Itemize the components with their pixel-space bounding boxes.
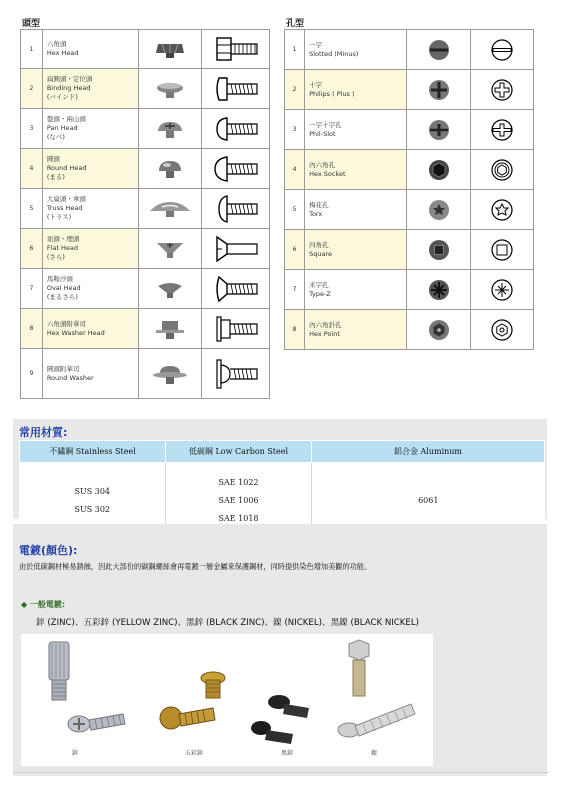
- type-z-drawing-icon: [470, 270, 533, 310]
- head-name: 扁圓頭・定位頭 Binding Head (バインド): [42, 69, 138, 109]
- phil-slot-drawing-icon: [470, 110, 533, 150]
- table-row: [21, 229, 270, 269]
- plating-photo: [21, 634, 433, 766]
- table-cell: SAE 1022 SAE 1006 SAE 1018: [166, 463, 312, 539]
- hole-types-heading: 孔型: [286, 19, 305, 29]
- hole-name: 十字 Philips ( Plus ): [305, 70, 407, 110]
- row-number: 1: [21, 30, 43, 69]
- row-number: 3: [285, 110, 305, 150]
- hole-name: 內六角針孔 Hex Point: [305, 310, 407, 350]
- row-number: 9: [21, 349, 43, 399]
- table-row: [285, 150, 534, 190]
- phillips-icon: [407, 70, 470, 110]
- row-number: 6: [285, 230, 305, 270]
- head-name: 六角頭 Hex Head: [42, 30, 138, 69]
- head-name: 大扁頭・傘頭 Truss Head (トラス): [42, 189, 138, 229]
- hole-name: 四角孔 Square: [305, 230, 407, 270]
- caption-yellow-zinc: 五彩鋅: [185, 750, 204, 757]
- plating-description: 由於低碳鋼材極易銹蝕，因此大部份的碳鋼螺絲會再電鍍一層金屬來保護鋼材，同時提供染色增加美觀的功能。: [19, 562, 372, 571]
- square-icon: [407, 230, 470, 270]
- table-row: [21, 30, 270, 69]
- table-row: [21, 69, 270, 109]
- table-row: [285, 70, 534, 110]
- row-number: 3: [21, 109, 43, 149]
- torx-drawing-icon: [470, 190, 533, 230]
- truss-head-drawing-icon: [202, 189, 270, 229]
- table-row: [21, 189, 270, 229]
- caption-zinc: 鋅: [72, 750, 79, 757]
- hex-washer-head-drawing-icon: [202, 309, 270, 349]
- row-number: 1: [285, 30, 305, 70]
- hex-point-icon: [407, 310, 470, 350]
- phil-slot-icon: [407, 110, 470, 150]
- head-name: 盤頭・兩山頭 Pan Head (なべ): [42, 109, 138, 149]
- plating-title: 電鍍(顏色):: [19, 544, 78, 557]
- row-number: 4: [285, 150, 305, 190]
- row-number: 6: [21, 229, 43, 269]
- materials-title: 常用材質:: [19, 426, 68, 439]
- head-name: 六角頭附華司 Hex Washer Head: [42, 309, 138, 349]
- hex-head-drawing-icon: [202, 30, 270, 69]
- table-row: [21, 309, 270, 349]
- hex-washer-head-icon: [138, 309, 201, 349]
- head-name: 圓頭 Round Head (まる): [42, 149, 138, 189]
- divider: [13, 772, 549, 773]
- plating-subheading: ◆ 一般電鍍:: [21, 600, 66, 609]
- hole-name: 一字十字孔 Phil-Slot: [305, 110, 407, 150]
- head-types-table: [20, 29, 270, 399]
- truss-head-icon: [138, 189, 201, 229]
- row-number: 2: [285, 70, 305, 110]
- table-row: [21, 349, 270, 399]
- caption-black-zinc: 黑鋅: [281, 750, 294, 757]
- table-row: [285, 30, 534, 70]
- head-name: 馬鞍沙頭 Oval Head (まるさら): [42, 269, 138, 309]
- table-cell: SUS 304 SUS 302: [20, 463, 166, 539]
- pan-head-icon: [138, 109, 201, 149]
- round-head-drawing-icon: [202, 149, 270, 189]
- hex-socket-icon: [407, 150, 470, 190]
- phillips-drawing-icon: [470, 70, 533, 110]
- row-number: 7: [285, 270, 305, 310]
- hex-point-drawing-icon: [470, 310, 533, 350]
- plating-list: 鋅 (ZINC)、五彩鋅 (YELLOW ZINC)、黑鋅 (BLACK ZINC)、鎳 (NICKEL)、黑鎳 (BLACK NICKEL): [36, 618, 419, 628]
- table-row: [285, 310, 534, 350]
- row-number: 8: [285, 310, 305, 350]
- table-row: [21, 109, 270, 149]
- pan-head-drawing-icon: [202, 109, 270, 149]
- column-header: 鋁合金 Aluminum: [312, 441, 545, 463]
- type-z-icon: [407, 270, 470, 310]
- torx-icon: [407, 190, 470, 230]
- hole-name: 內六角孔 Hex Socket: [305, 150, 407, 190]
- binding-head-icon: [138, 69, 201, 109]
- oval-head-icon: [138, 269, 201, 309]
- oval-head-drawing-icon: [202, 269, 270, 309]
- hex-head-icon: [138, 30, 201, 69]
- row-number: 5: [285, 190, 305, 230]
- table-header-row: [20, 441, 545, 463]
- table-row: [285, 230, 534, 270]
- round-washer-icon: [138, 349, 201, 399]
- row-number: 4: [21, 149, 43, 189]
- table-cell: 6061: [418, 495, 439, 505]
- table-row: [285, 110, 534, 150]
- hole-name: 梅花孔 Torx: [305, 190, 407, 230]
- head-types-heading: 頭型: [22, 19, 41, 29]
- caption-nickel: 鎳: [371, 750, 378, 757]
- square-drawing-icon: [470, 230, 533, 270]
- plating-samples-image: [21, 634, 433, 766]
- row-number: 7: [21, 269, 43, 309]
- hole-types-table: [284, 29, 534, 350]
- slotted-icon: [407, 30, 470, 70]
- column-header: 不鏽鋼 Stainless Steel: [20, 441, 166, 463]
- row-number: 5: [21, 189, 43, 229]
- slotted-drawing-icon: [470, 30, 533, 70]
- head-name: 圓頭附華司 Round Washer: [42, 349, 138, 399]
- row-number: 8: [21, 309, 43, 349]
- table-row: [21, 269, 270, 309]
- hex-socket-drawing-icon: [470, 150, 533, 190]
- hole-name: 米字孔 Type-Z: [305, 270, 407, 310]
- table-row: [285, 190, 534, 230]
- hole-name: 一字 Slotted (Minus): [305, 30, 407, 70]
- flat-head-icon: [138, 229, 201, 269]
- table-row: [285, 270, 534, 310]
- row-number: 2: [21, 69, 43, 109]
- head-name: 皿頭・埋頭 Flat Head (さら): [42, 229, 138, 269]
- table-row: [21, 149, 270, 189]
- round-head-icon: [138, 149, 201, 189]
- column-header: 低碳鋼 Low Carbon Steel: [166, 441, 312, 463]
- flat-head-drawing-icon: [202, 229, 270, 269]
- binding-head-drawing-icon: [202, 69, 270, 109]
- round-washer-drawing-icon: [202, 349, 270, 399]
